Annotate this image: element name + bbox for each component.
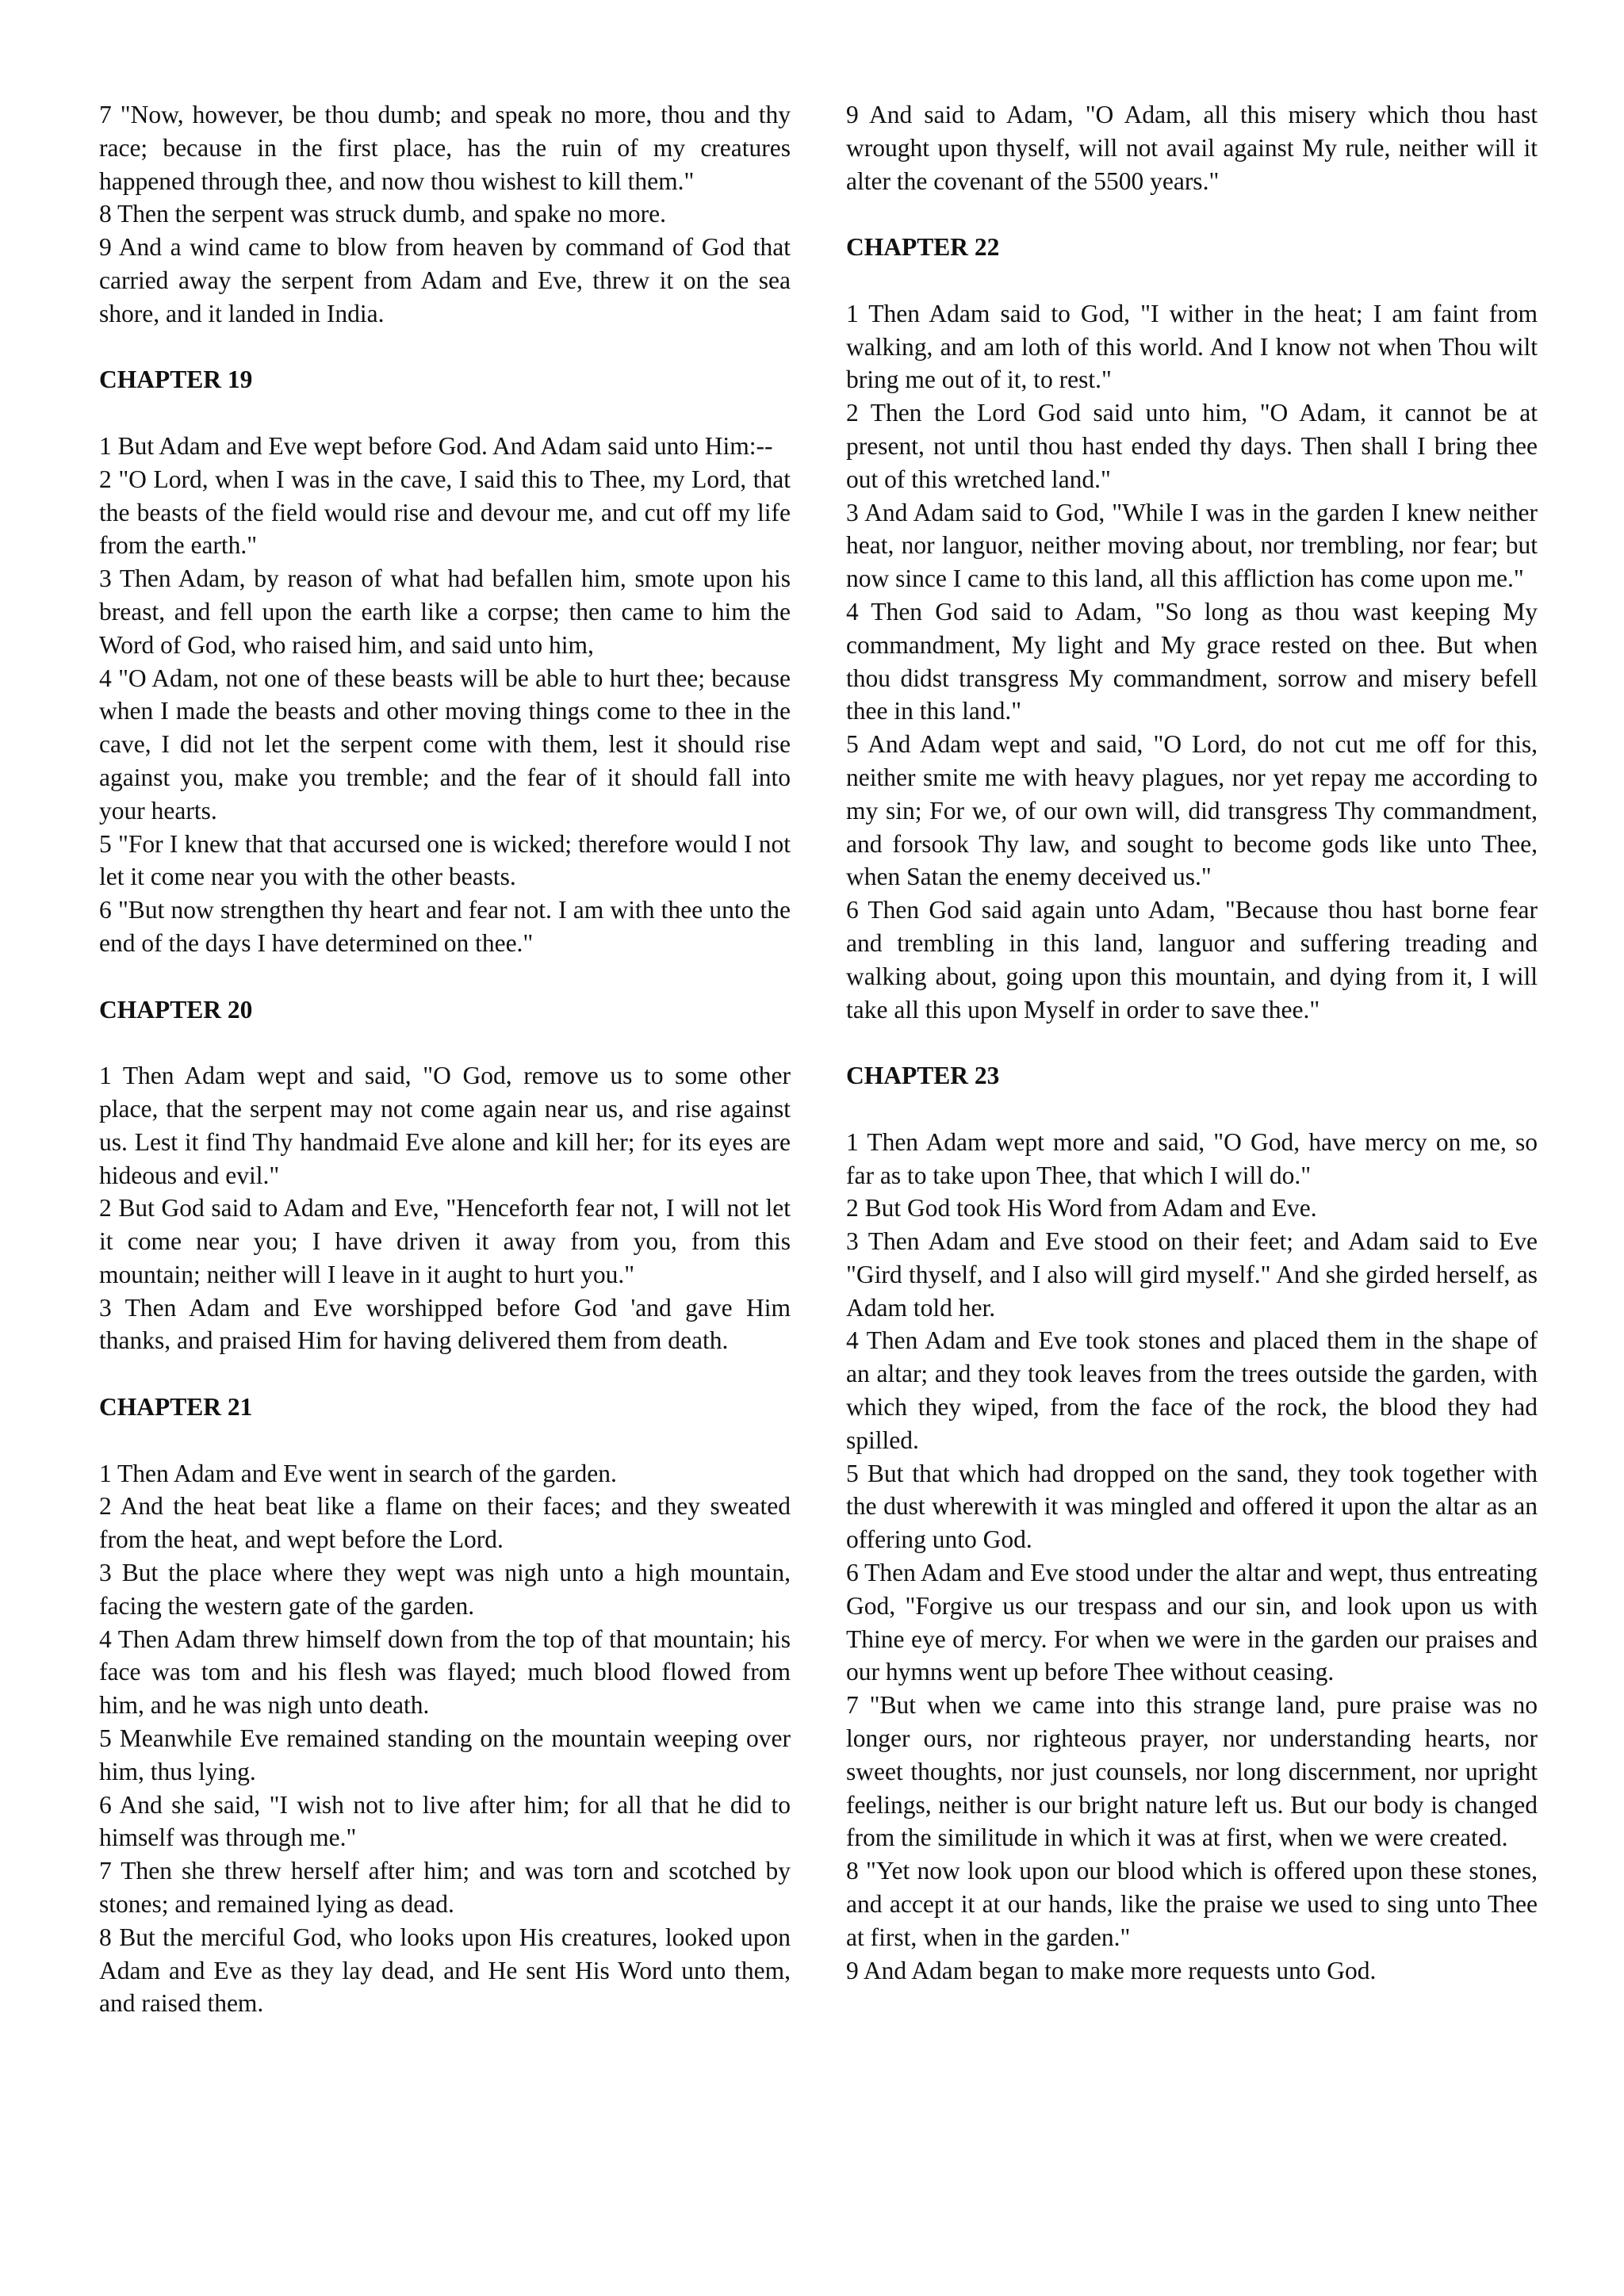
- verse-paragraph: 2 And the heat beat like a flame on their faces; and they sweated from the heat, and wept before the Lord.: [99, 1492, 791, 1554]
- verse-paragraph: 1 Then Adam and Eve went in search of the garden.: [99, 1459, 617, 1487]
- verse-paragraph: 6 Then God said again unto Adam, "Because thou hast borne fear and trembling in this land, languor and suffering treading and walking about, going upon this mountain, and dying from it, I will take all this upon Myself in order to save thee.": [846, 896, 1538, 1024]
- chapter-heading: CHAPTER 23: [846, 1062, 1000, 1090]
- verse-paragraph: 5 And Adam wept and said, "O Lord, do not cut me off for this, neither smite me with heavy plagues, nor yet repay me according to my sin; For we, of our own will, did transgress Thy commandment, and forsook Thy law, and sought to become gods like unto Thee, when Satan the enemy deceived us.": [846, 730, 1538, 891]
- chapter-heading: CHAPTER 21: [99, 1393, 253, 1422]
- verse-paragraph: 3 Then Adam, by reason of what had befallen him, smote upon his breast, and fell upon the earth like a corpse; then came to him the Word of God, who raised him, and said unto him,: [99, 564, 791, 659]
- verse-paragraph: 8 Then the serpent was struck dumb, and spake no more.: [99, 200, 666, 228]
- verse-paragraph: 8 But the merciful God, who looks upon His creatures, looked upon Adam and Eve as they lay dead, and He sent His Word unto them, and raised them.: [99, 1923, 791, 2018]
- verse-paragraph: 1 Then Adam wept more and said, "O God, have mercy on me, so far as to take upon Thee, that which I will do.": [846, 1127, 1538, 1189]
- verse-paragraph: 6 "But now strengthen thy heart and fear not. I am with thee unto the end of the days I have determined on thee.": [99, 896, 791, 957]
- verse-paragraph: 8 "Yet now look upon our blood which is offered upon these stones, and accept it at our hands, like the praise we used to sing unto Thee at first, when in the garden.": [846, 1857, 1538, 1951]
- verse-paragraph: 3 But the place where they wept was nigh unto a high mountain, facing the western gate of the garden.: [99, 1559, 791, 1620]
- verse-paragraph: 7 "But when we came into this strange land, pure praise was no longer ours, nor righteous prayer, nor understanding hearts, nor sweet thoughts, nor just counsels, nor long discernment, nor upright feelings, neither is our bright nature left us. But our body is changed from the similitude in which it was at first, when we were created.: [846, 1691, 1538, 1852]
- verse-paragraph: 7 Then she threw herself after him; and was torn and scotched by stones; and remained lying as dead.: [99, 1857, 791, 1919]
- verse-paragraph: 4 Then Adam and Eve took stones and placed them in the shape of an altar; and they took leaves from the trees outside the garden, with which they wiped, from the face of the rock, the blood they had spilled.: [846, 1326, 1538, 1454]
- verse-paragraph: 2 "O Lord, when I was in the cave, I said this to Thee, my Lord, that the beasts of the field would rise and devour me, and cut off my life from the earth.": [99, 465, 791, 560]
- verse-paragraph: 2 But God said to Adam and Eve, "Henceforth fear not, I will not let it come near you; I have driven it away from you, from this mountain; neither will I leave in it aught to hurt you.": [99, 1194, 791, 1288]
- verse-paragraph: 9 And Adam began to make more requests unto God.: [846, 1956, 1377, 1984]
- verse-paragraph: 6 And she said, "I wish not to live after him; for all that he did to himself was through me.": [99, 1790, 791, 1852]
- verse-paragraph: 5 But that which had dropped on the sand, they took together with the dust wherewith it was mingled and offered it upon the altar as an offering unto God.: [846, 1459, 1538, 1554]
- verse-paragraph: 3 Then Adam and Eve stood on their feet; and Adam said to Eve "Gird thyself, and I also will gird myself." And she girded herself, as Adam told her.: [846, 1227, 1538, 1322]
- verse-paragraph: 2 Then the Lord God said unto him, "O Adam, it cannot be at present, not until thou hast ended thy days. Then shall I bring thee out of this wretched land.": [846, 399, 1538, 493]
- chapter-heading: CHAPTER 20: [99, 995, 253, 1024]
- verse-paragraph: 3 Then Adam and Eve worshipped before God 'and gave Him thanks, and praised Him for having delivered them from death.: [99, 1293, 791, 1355]
- verse-paragraph: 7 "Now, however, be thou dumb; and speak no more, thou and thy race; because in the first place, has the ruin of my creatures happened through thee, and now thou wishest to kill them.": [99, 101, 791, 195]
- verse-paragraph: 6 Then Adam and Eve stood under the altar and wept, thus entreating God, "Forgive us our trespass and our sin, and look upon us with Thine eye of mercy. For when we were in the garden our praises and our hymns went up before Thee without ceasing.: [846, 1559, 1538, 1686]
- left-column: [99, 98, 791, 2020]
- verse-paragraph: 1 Then Adam said to God, "I wither in the heat; I am faint from walking, and am loth of this world. And I know not when Thou wilt bring me out of it, to rest.": [846, 299, 1538, 394]
- verse-paragraph: 4 Then Adam threw himself down from the top of that mountain; his face was tom and his flesh was flayed; much blood flowed from him, and he was nigh unto death.: [99, 1624, 791, 1720]
- verse-paragraph: 5 "For I knew that that accursed one is wicked; therefore would I not let it come near you with the other beasts.: [99, 829, 791, 891]
- verse-paragraph: 5 Meanwhile Eve remained standing on the mountain weeping over him, thus lying.: [99, 1724, 791, 1785]
- verse-paragraph: 1 But Adam and Eve wept before God. And Adam said unto Him:--: [99, 431, 773, 460]
- chapter-heading: CHAPTER 19: [99, 365, 253, 394]
- chapter-heading: CHAPTER 22: [846, 233, 1000, 262]
- verse-paragraph: 1 Then Adam wept and said, "O God, remove us to some other place, that the serpent may not come again near us, and rise against us. Lest it find Thy handmaid Eve alone and kill her; for its eyes are hideous and evil.": [99, 1062, 791, 1189]
- verse-paragraph: 2 But God took His Word from Adam and Eve.: [846, 1194, 1317, 1223]
- verse-paragraph: 4 "O Adam, not one of these beasts will be able to hurt thee; because when I made the beasts and other moving things come to thee in the cave, I did not let the serpent come with them, lest it should rise against you, make you tremble; and the fear of it should fall into your hearts.: [99, 664, 791, 825]
- right-column: [846, 98, 1538, 1987]
- verse-paragraph: 9 And a wind came to blow from heaven by command of God that carried away the serpent from Adam and Eve, threw it on the sea shore, and it landed in India.: [99, 233, 791, 327]
- verse-paragraph: 9 And said to Adam, "O Adam, all this misery which thou hast wrought upon thyself, will not avail against My rule, neither will it alter the covenant of the 5500 years.": [846, 101, 1538, 195]
- verse-paragraph: 4 Then God said to Adam, "So long as thou wast keeping My commandment, My light and My grace rested on thee. But when thou didst transgress My commandment, sorrow and misery befell thee in this land.": [846, 597, 1538, 725]
- verse-paragraph: 3 And Adam said to God, "While I was in the garden I knew neither heat, nor languor, neither moving about, nor trembling, nor fear; but now since I came to this land, all this affliction has come upon me.": [846, 498, 1538, 593]
